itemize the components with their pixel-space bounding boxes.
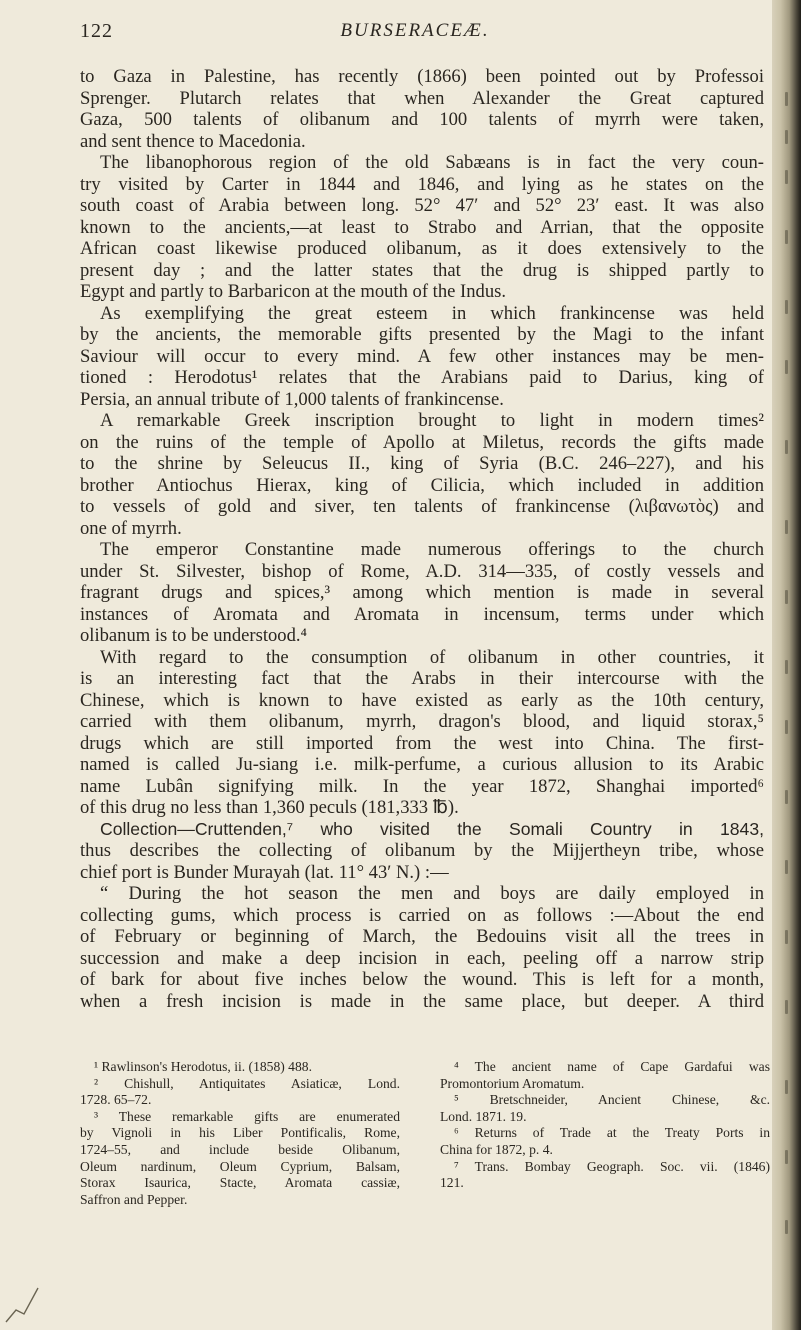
text-line: olibanum is to be understood.⁴ bbox=[80, 625, 308, 646]
text-line: known to the ancients,—at least to Strabo and Arrian, that the opposite bbox=[80, 216, 764, 238]
footnote-line: ³ These remarkable gifts are enumerated bbox=[94, 1108, 400, 1124]
text-line: African coast likewise produced olibanum, as it does extensively to the bbox=[80, 238, 764, 259]
text-line: tioned : Herodotus¹ relates that the Arabians paid to Darius, king of bbox=[80, 367, 764, 388]
footnote-line: ⁷ Trans. Bombay Geograph. Soc. vii. (1846) bbox=[454, 1158, 770, 1174]
text-line: by the ancients, the memorable gifts presented by the Magi to the infant bbox=[80, 324, 764, 345]
text-line: Gaza, 500 talents of olibanum and 100 talents of myrrh were taken, bbox=[80, 109, 764, 130]
text-line: to vessels of gold and siver, ten talents of frankincense (λιβανωτὸς) and bbox=[80, 496, 764, 517]
text-line: Chinese, which is known to have existed as early as the 10th century, bbox=[80, 689, 764, 711]
text-line: “ During the hot season the men and boys are daily employed in bbox=[100, 883, 764, 904]
footnotes-left-column bbox=[80, 1059, 400, 1208]
footnote-line: ⁵ Bretschneider, Ancient Chinese, &c. bbox=[454, 1092, 770, 1108]
footnote-line: ² Chishull, Antiquitates Asiaticæ, Lond. bbox=[94, 1075, 400, 1091]
footnote-line: China for 1872, p. 4. bbox=[440, 1141, 553, 1157]
footnote-line: Saffron and Pepper. bbox=[80, 1191, 188, 1207]
text-line: succession and make a deep incision in each, peeling off a narrow strip bbox=[80, 947, 764, 969]
text-line: one of myrrh. bbox=[80, 517, 182, 539]
text-line: to Gaza in Palestine, has recently (1866) been pointed out by Professoi bbox=[80, 66, 764, 87]
text-line: A remarkable Greek inscription brought to light in modern times² bbox=[100, 410, 764, 431]
text-line: of bark for about five inches below the wound. This is left for a month, bbox=[80, 969, 764, 990]
section-heading-line: Collection—Cruttenden,⁷ who visited the Somali Country in 1843, bbox=[100, 818, 764, 839]
text-line: The libanophorous region of the old Sabæans is in fact the very coun- bbox=[100, 152, 764, 173]
text-line: try visited by Carter in 1844 and 1846, and lying as he states on the bbox=[80, 173, 764, 195]
footnote-line: 121. bbox=[440, 1175, 464, 1191]
footnote-line: ⁴ The ancient name of Cape Gardafui was bbox=[454, 1059, 770, 1074]
footnote-line: by Vignoli in his Liber Pontificalis, Rome, bbox=[80, 1125, 400, 1141]
text-line: carried with them olibanum, myrrh, dragon's blood, and liquid storax,⁵ bbox=[80, 711, 764, 732]
text-line: chief port is Bunder Murayah (lat. 11° 43′ N.) :— bbox=[80, 861, 449, 883]
text-line: As exemplifying the great esteem in which frankincense was held bbox=[100, 302, 764, 324]
text-line: of this drug no less than 1,360 peculs (181,333 ℔). bbox=[80, 797, 459, 818]
text-line: is an interesting fact that the Arabs in their intercourse with the bbox=[80, 668, 764, 689]
footnote-line: Storax Isaurica, Stacte, Aromata cassiæ, bbox=[80, 1175, 400, 1191]
text-line: of February or beginning of March, the Bedouins visit all the trees in bbox=[80, 926, 764, 947]
page-corner-mark bbox=[4, 1284, 40, 1324]
footnote-line: 1728. 65–72. bbox=[80, 1092, 152, 1108]
footnote-line: ⁶ Returns of Trade at the Treaty Ports in bbox=[454, 1125, 770, 1141]
text-line: when a fresh incision is made in the same place, but deeper. A third bbox=[80, 990, 764, 1012]
text-line: present day ; and the latter states that the drug is shipped partly to bbox=[80, 259, 764, 281]
text-line: brother Antiochus Hierax, king of Cilicia, which included in addition bbox=[80, 474, 764, 496]
running-head: BURSERACEÆ. bbox=[340, 20, 490, 41]
body-text bbox=[80, 66, 764, 1012]
text-line: Sprenger. Plutarch relates that when Alexander the Great captured bbox=[80, 87, 764, 109]
footnote-line: Oleum nardinum, Oleum Cyprium, Balsam, bbox=[80, 1158, 400, 1174]
text-line: south coast of Arabia between long. 52° 47′ and 52° 23′ east. It was also bbox=[80, 195, 764, 216]
footnote-line: 1724–55, and include beside Olibanum, bbox=[80, 1141, 400, 1157]
text-line: Egypt and partly to Barbaricon at the mouth of the Indus. bbox=[80, 281, 507, 302]
text-line: collecting gums, which process is carried on as follows :—About the end bbox=[80, 904, 764, 926]
text-line: to the shrine by Seleucus II., king of Syria (B.C. 246–227), and his bbox=[80, 453, 764, 474]
footnote-line: Lond. 1871. 19. bbox=[440, 1108, 527, 1124]
text-line: under St. Silvester, bishop of Rome, A.D. 314—335, of costly vessels and bbox=[80, 560, 764, 582]
footnotes-right-column bbox=[440, 1059, 770, 1192]
text-line: on the ruins of the temple of Apollo at Miletus, records the gifts made bbox=[80, 431, 764, 453]
text-line: With regard to the consumption of olibanum in other countries, it bbox=[100, 646, 764, 668]
text-line: thus describes the collecting of olibanum by the Mijjertheyn tribe, whose bbox=[80, 840, 764, 861]
page-header bbox=[80, 20, 750, 50]
text-line: instances of Aromata and Aromata in incensum, terms under which bbox=[80, 603, 764, 625]
footnote-line: ¹ Rawlinson's Herodotus, ii. (1858) 488. bbox=[94, 1059, 312, 1074]
page-number: 122 bbox=[80, 20, 113, 42]
footnote-line: Promontorium Aromatum. bbox=[440, 1075, 585, 1091]
text-line: Persia, an annual tribute of 1,000 talents of frankincense. bbox=[80, 388, 504, 410]
text-line: fragrant drugs and spices,³ among which mention is made in several bbox=[80, 582, 764, 603]
text-line: The emperor Constantine made numerous offerings to the church bbox=[100, 539, 764, 560]
bleed-through-marks bbox=[781, 0, 797, 1330]
text-line: name Lubân signifying milk. In the year 1872, Shanghai imported⁶ bbox=[80, 775, 764, 797]
text-line: and sent thence to Macedonia. bbox=[80, 130, 306, 152]
text-line: drugs which are still imported from the west into China. The first- bbox=[80, 732, 764, 754]
text-line: Saviour will occur to every mind. A few other instances may be men- bbox=[80, 345, 764, 367]
text-line: named is called Ju-siang i.e. milk-perfume, a curious allusion to its Arabic bbox=[80, 754, 764, 775]
